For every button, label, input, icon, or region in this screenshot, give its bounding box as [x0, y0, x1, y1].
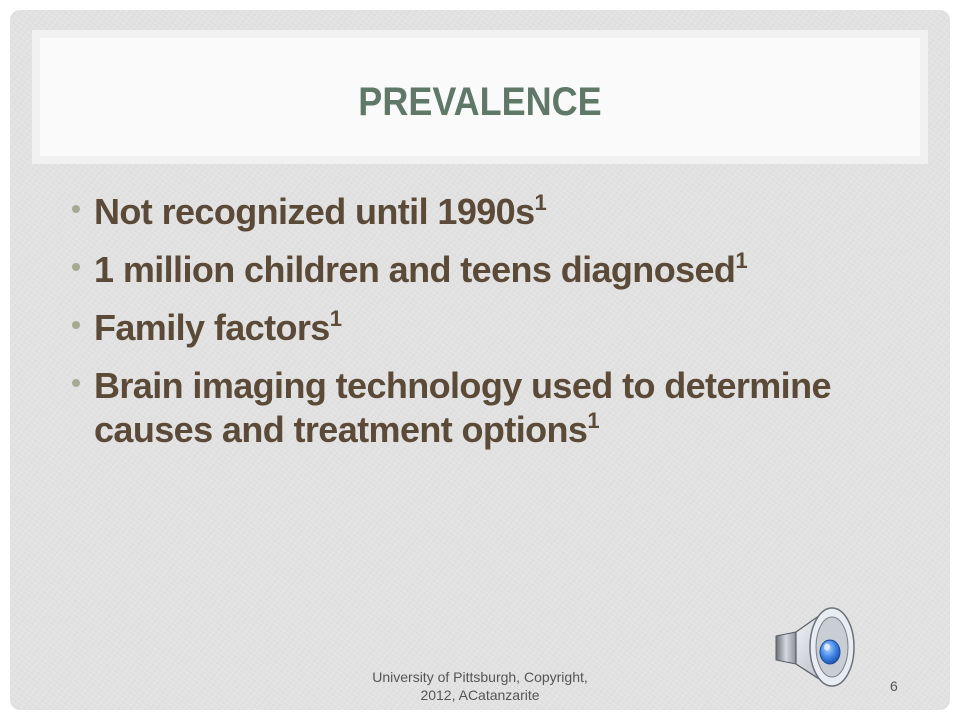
speaker-icon[interactable] [766, 602, 862, 692]
bullet-superscript: 1 [587, 408, 599, 433]
bullet-dot [72, 379, 80, 387]
bullet-superscript: 1 [329, 306, 342, 331]
slide [10, 10, 950, 710]
bullet-text: Brain imaging technology used to determine causes and treatment options [94, 365, 831, 450]
bullet-text: Family factors [94, 307, 330, 348]
bullet-dot [72, 205, 80, 213]
bullet-item [72, 306, 912, 350]
bullet-item [72, 364, 912, 452]
bullet-text: Not recognized until 1990s [94, 191, 535, 232]
speaker-icon-graphic [766, 602, 862, 692]
bullet-superscript: 1 [735, 248, 747, 273]
bullet-dot [72, 263, 80, 271]
footer-line-2: 2012, ACatanzarite [420, 687, 540, 703]
bullet-item [72, 190, 912, 234]
bullet-item [72, 248, 912, 292]
footer-line-1: University of Pittsburgh, Copyright, [372, 669, 588, 685]
bullet-text: 1 million children and teens diagnosed [94, 249, 736, 290]
slide-title: PREVALENCE [358, 80, 602, 124]
footer [340, 668, 620, 704]
bullet-superscript: 1 [534, 190, 547, 215]
bullet-dot [72, 321, 80, 329]
page-number: 6 [890, 678, 898, 694]
title-box [32, 30, 928, 164]
bullet-list [72, 190, 912, 466]
